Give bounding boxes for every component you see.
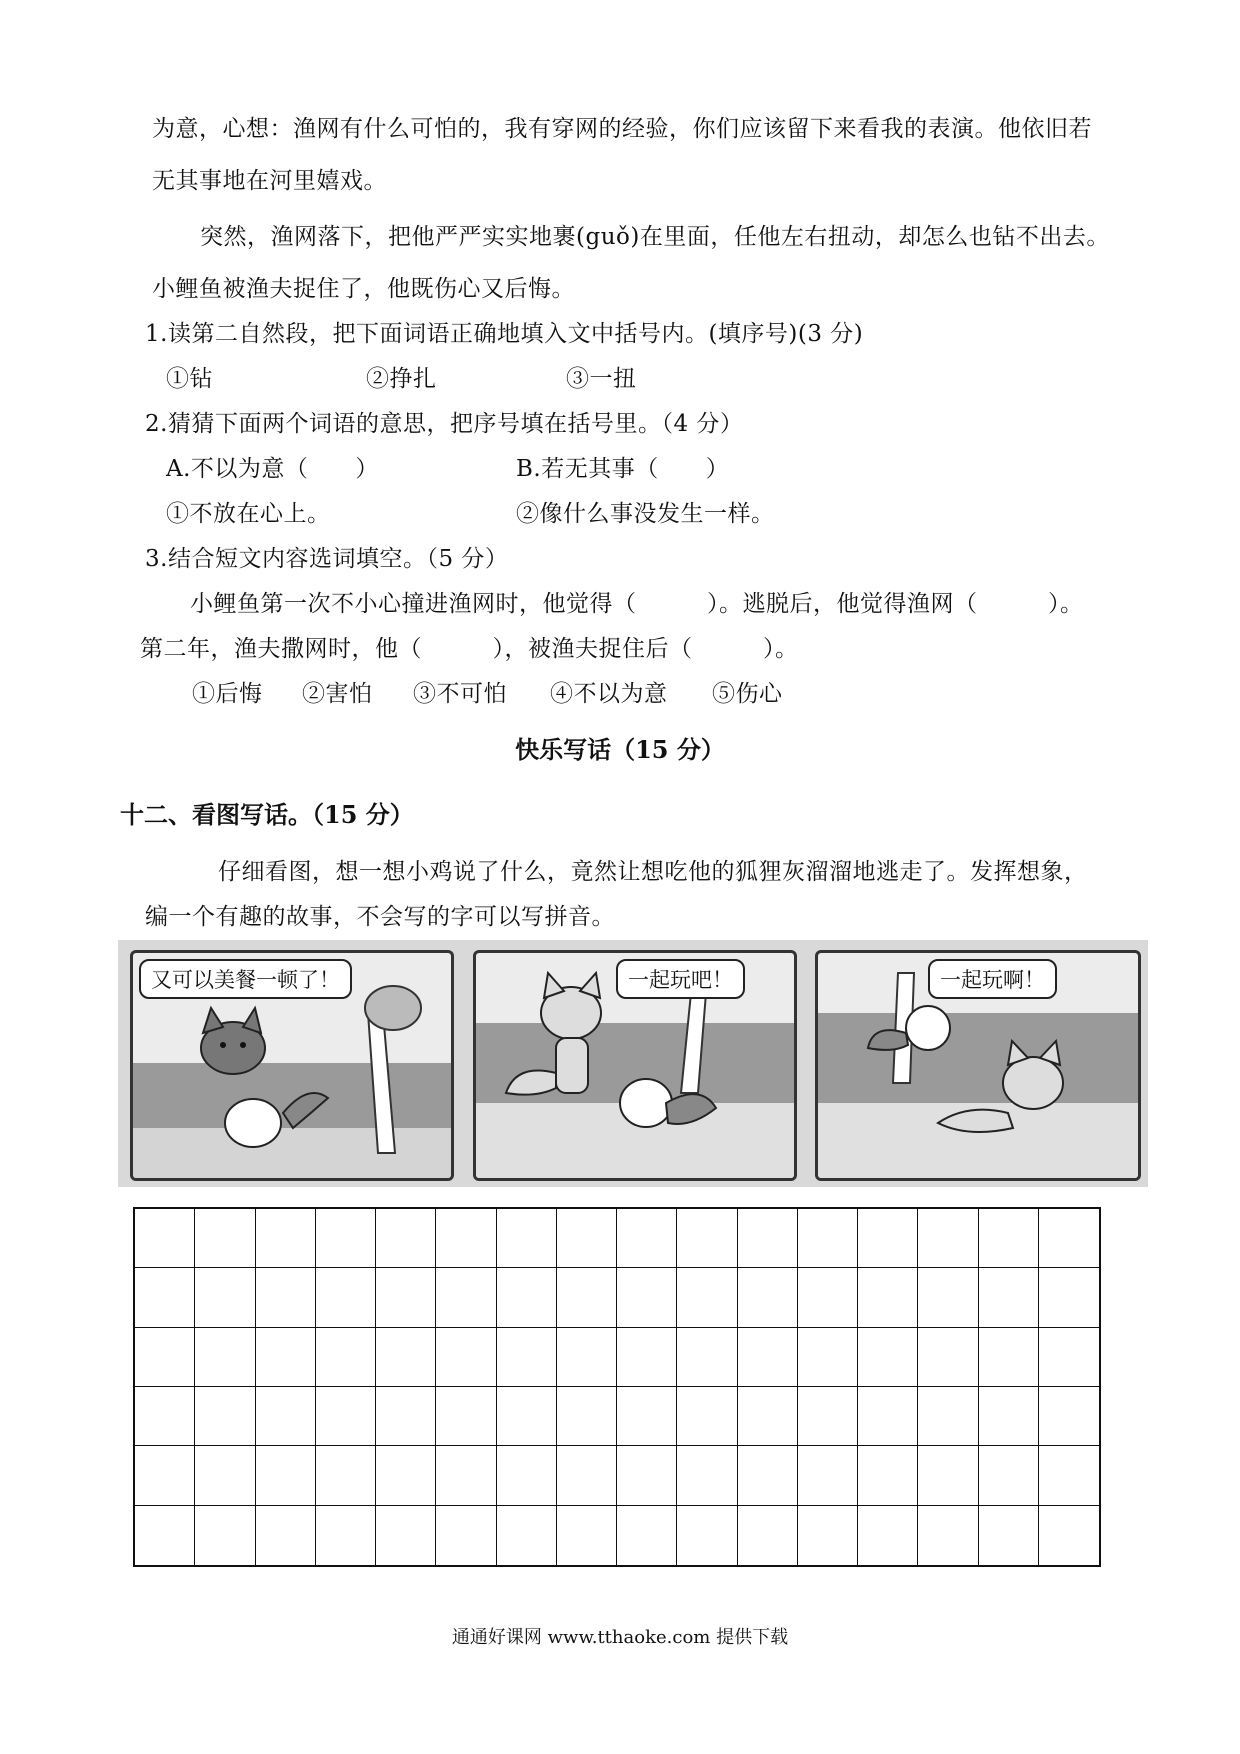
grid-cell[interactable] xyxy=(436,1268,496,1327)
speech-bubble: 一起玩啊！ xyxy=(928,959,1057,999)
grid-cell[interactable] xyxy=(858,1446,918,1505)
grid-cell[interactable] xyxy=(497,1328,557,1387)
grid-cell[interactable] xyxy=(738,1209,798,1268)
comic-strip xyxy=(118,940,1148,1187)
grid-cell[interactable] xyxy=(316,1506,376,1565)
grid-cell[interactable] xyxy=(858,1506,918,1565)
grid-cell[interactable] xyxy=(376,1268,436,1327)
comic-panel-1 xyxy=(130,950,454,1181)
grid-cell[interactable] xyxy=(677,1328,737,1387)
grid-cell[interactable] xyxy=(858,1209,918,1268)
grid-cell[interactable] xyxy=(135,1268,195,1327)
grid-cell[interactable] xyxy=(436,1506,496,1565)
grid-cell[interactable] xyxy=(1039,1328,1099,1387)
grid-cell[interactable] xyxy=(617,1328,677,1387)
grid-cell[interactable] xyxy=(979,1328,1039,1387)
grid-cell[interactable] xyxy=(316,1209,376,1268)
grid-cell[interactable] xyxy=(1039,1446,1099,1505)
grid-cell[interactable] xyxy=(617,1446,677,1505)
comic-panel-3 xyxy=(815,950,1141,1181)
grid-cell[interactable] xyxy=(617,1268,677,1327)
grid-cell[interactable] xyxy=(497,1268,557,1327)
grid-cell[interactable] xyxy=(918,1268,978,1327)
grid-cell[interactable] xyxy=(738,1328,798,1387)
grid-cell[interactable] xyxy=(677,1268,737,1327)
question-3-line: 第二年，渔夫撒网时，他（ ），被渔夫捉住后（ ）。 xyxy=(140,636,799,662)
question-2-option-2: ②像什么事没发生一样。 xyxy=(516,501,775,527)
grid-cell[interactable] xyxy=(376,1328,436,1387)
grid-cell[interactable] xyxy=(256,1209,316,1268)
grid-cell[interactable] xyxy=(677,1446,737,1505)
question-2-b: B.若无其事（ ） xyxy=(516,456,730,482)
grid-cell[interactable] xyxy=(1039,1209,1099,1268)
grid-cell[interactable] xyxy=(858,1328,918,1387)
grid-cell[interactable] xyxy=(316,1387,376,1446)
question-12-instruction: 仔细看图，想一想小鸡说了什么，竟然让想吃他的狐狸灰溜溜地逃走了。发挥想象， xyxy=(218,859,1088,885)
grid-cell[interactable] xyxy=(256,1328,316,1387)
question-2-option-1: ①不放在心上。 xyxy=(166,501,331,527)
grid-cell[interactable] xyxy=(376,1387,436,1446)
question-3-line: 小鲤鱼第一次不小心撞进渔网时，他觉得（ ）。逃脱后，他觉得渔网（ ）。 xyxy=(190,591,1084,617)
grid-cell[interactable] xyxy=(798,1387,858,1446)
grid-cell[interactable] xyxy=(195,1209,255,1268)
writing-grid[interactable] xyxy=(133,1207,1101,1567)
grid-cell[interactable] xyxy=(1039,1268,1099,1327)
grid-cell[interactable] xyxy=(617,1387,677,1446)
story-line: 无其事地在河里嬉戏。 xyxy=(152,168,387,194)
grid-cell[interactable] xyxy=(376,1446,436,1505)
grid-cell[interactable] xyxy=(436,1446,496,1505)
option: ⑤伤心 xyxy=(712,681,783,707)
grid-cell[interactable] xyxy=(135,1387,195,1446)
option: ①后悔 xyxy=(192,681,263,707)
grid-cell[interactable] xyxy=(195,1387,255,1446)
grid-cell[interactable] xyxy=(798,1328,858,1387)
grid-cell[interactable] xyxy=(979,1506,1039,1565)
grid-cell[interactable] xyxy=(135,1209,195,1268)
grid-cell[interactable] xyxy=(497,1209,557,1268)
grid-cell[interactable] xyxy=(918,1209,978,1268)
page-footer: 通通好课网 www.tthaoke.com 提供下载 xyxy=(451,1627,789,1648)
grid-cell[interactable] xyxy=(738,1387,798,1446)
grid-cell[interactable] xyxy=(979,1446,1039,1505)
grid-cell[interactable] xyxy=(617,1209,677,1268)
grid-cell[interactable] xyxy=(738,1446,798,1505)
grid-cell[interactable] xyxy=(436,1328,496,1387)
grid-cell[interactable] xyxy=(436,1387,496,1446)
grid-cell[interactable] xyxy=(798,1506,858,1565)
grid-cell[interactable] xyxy=(557,1268,617,1327)
grid-cell[interactable] xyxy=(256,1506,316,1565)
grid-cell[interactable] xyxy=(195,1268,255,1327)
speech-bubble: 又可以美餐一顿了！ xyxy=(139,959,352,999)
grid-cell[interactable] xyxy=(677,1506,737,1565)
grid-cell[interactable] xyxy=(858,1387,918,1446)
grid-cell[interactable] xyxy=(918,1446,978,1505)
grid-cell[interactable] xyxy=(858,1268,918,1327)
grid-cell[interactable] xyxy=(677,1209,737,1268)
option: ②害怕 xyxy=(302,681,373,707)
grid-cell[interactable] xyxy=(195,1328,255,1387)
grid-cell[interactable] xyxy=(738,1268,798,1327)
grid-cell[interactable] xyxy=(557,1328,617,1387)
grid-cell[interactable] xyxy=(195,1506,255,1565)
grid-cell[interactable] xyxy=(979,1209,1039,1268)
grid-cell[interactable] xyxy=(316,1268,376,1327)
grid-cell[interactable] xyxy=(135,1446,195,1505)
story-line: 突然，渔网落下，把他严严实实地裹(guǒ)在里面，任他左右扭动，却怎么也钻不出去。 xyxy=(200,224,1110,250)
grid-cell[interactable] xyxy=(436,1209,496,1268)
option: ④不以为意 xyxy=(550,681,668,707)
grid-cell[interactable] xyxy=(316,1446,376,1505)
question-12-title: 十二、看图写话。（15 分） xyxy=(120,800,414,829)
grid-cell[interactable] xyxy=(918,1506,978,1565)
grid-cell[interactable] xyxy=(798,1446,858,1505)
grid-cell[interactable] xyxy=(256,1446,316,1505)
question-3: 3.结合短文内容选词填空。（5 分） xyxy=(145,546,509,572)
grid-cell[interactable] xyxy=(979,1387,1039,1446)
question-12-instruction: 编一个有趣的故事，不会写的字可以写拼音。 xyxy=(145,904,615,930)
grid-cell[interactable] xyxy=(617,1506,677,1565)
grid-cell[interactable] xyxy=(918,1387,978,1446)
speech-bubble: 一起玩吧！ xyxy=(616,959,745,999)
grid-cell[interactable] xyxy=(497,1506,557,1565)
option: ②挣扎 xyxy=(366,366,437,392)
grid-cell[interactable] xyxy=(557,1446,617,1505)
grid-cell[interactable] xyxy=(798,1209,858,1268)
grid-cell[interactable] xyxy=(316,1328,376,1387)
grid-cell[interactable] xyxy=(135,1328,195,1387)
option: ①钻 xyxy=(166,366,213,392)
grid-cell[interactable] xyxy=(256,1387,316,1446)
grid-cell[interactable] xyxy=(677,1387,737,1446)
grid-cell[interactable] xyxy=(376,1209,436,1268)
grid-cell[interactable] xyxy=(557,1387,617,1446)
grid-cell[interactable] xyxy=(256,1268,316,1327)
grid-cell[interactable] xyxy=(135,1506,195,1565)
question-2-a: A.不以为意（ ） xyxy=(166,456,379,482)
question-2: 2.猜猜下面两个词语的意思，把序号填在括号里。（4 分） xyxy=(145,411,744,437)
grid-cell[interactable] xyxy=(979,1268,1039,1327)
grid-cell[interactable] xyxy=(1039,1506,1099,1565)
grid-cell[interactable] xyxy=(497,1446,557,1505)
story-line: 为意，心想：渔网有什么可怕的，我有穿网的经验，你们应该留下来看我的表演。他依旧若 xyxy=(152,116,1092,142)
grid-cell[interactable] xyxy=(1039,1387,1099,1446)
section-heading: 快乐写话（15 分） xyxy=(515,735,725,764)
grid-cell[interactable] xyxy=(918,1328,978,1387)
option: ③不可怕 xyxy=(413,681,507,707)
question-1: 1.读第二自然段，把下面词语正确地填入文中括号内。(填序号)(3 分) xyxy=(145,321,864,347)
grid-cell[interactable] xyxy=(738,1506,798,1565)
story-line: 小鲤鱼被渔夫捉住了，他既伤心又后悔。 xyxy=(152,276,575,302)
grid-cell[interactable] xyxy=(557,1506,617,1565)
grid-cell[interactable] xyxy=(195,1446,255,1505)
grid-cell[interactable] xyxy=(557,1209,617,1268)
grid-cell[interactable] xyxy=(798,1268,858,1327)
option: ③一扭 xyxy=(566,366,637,392)
comic-panel-2 xyxy=(473,950,797,1181)
grid-cell[interactable] xyxy=(376,1506,436,1565)
grid-cell[interactable] xyxy=(497,1387,557,1446)
